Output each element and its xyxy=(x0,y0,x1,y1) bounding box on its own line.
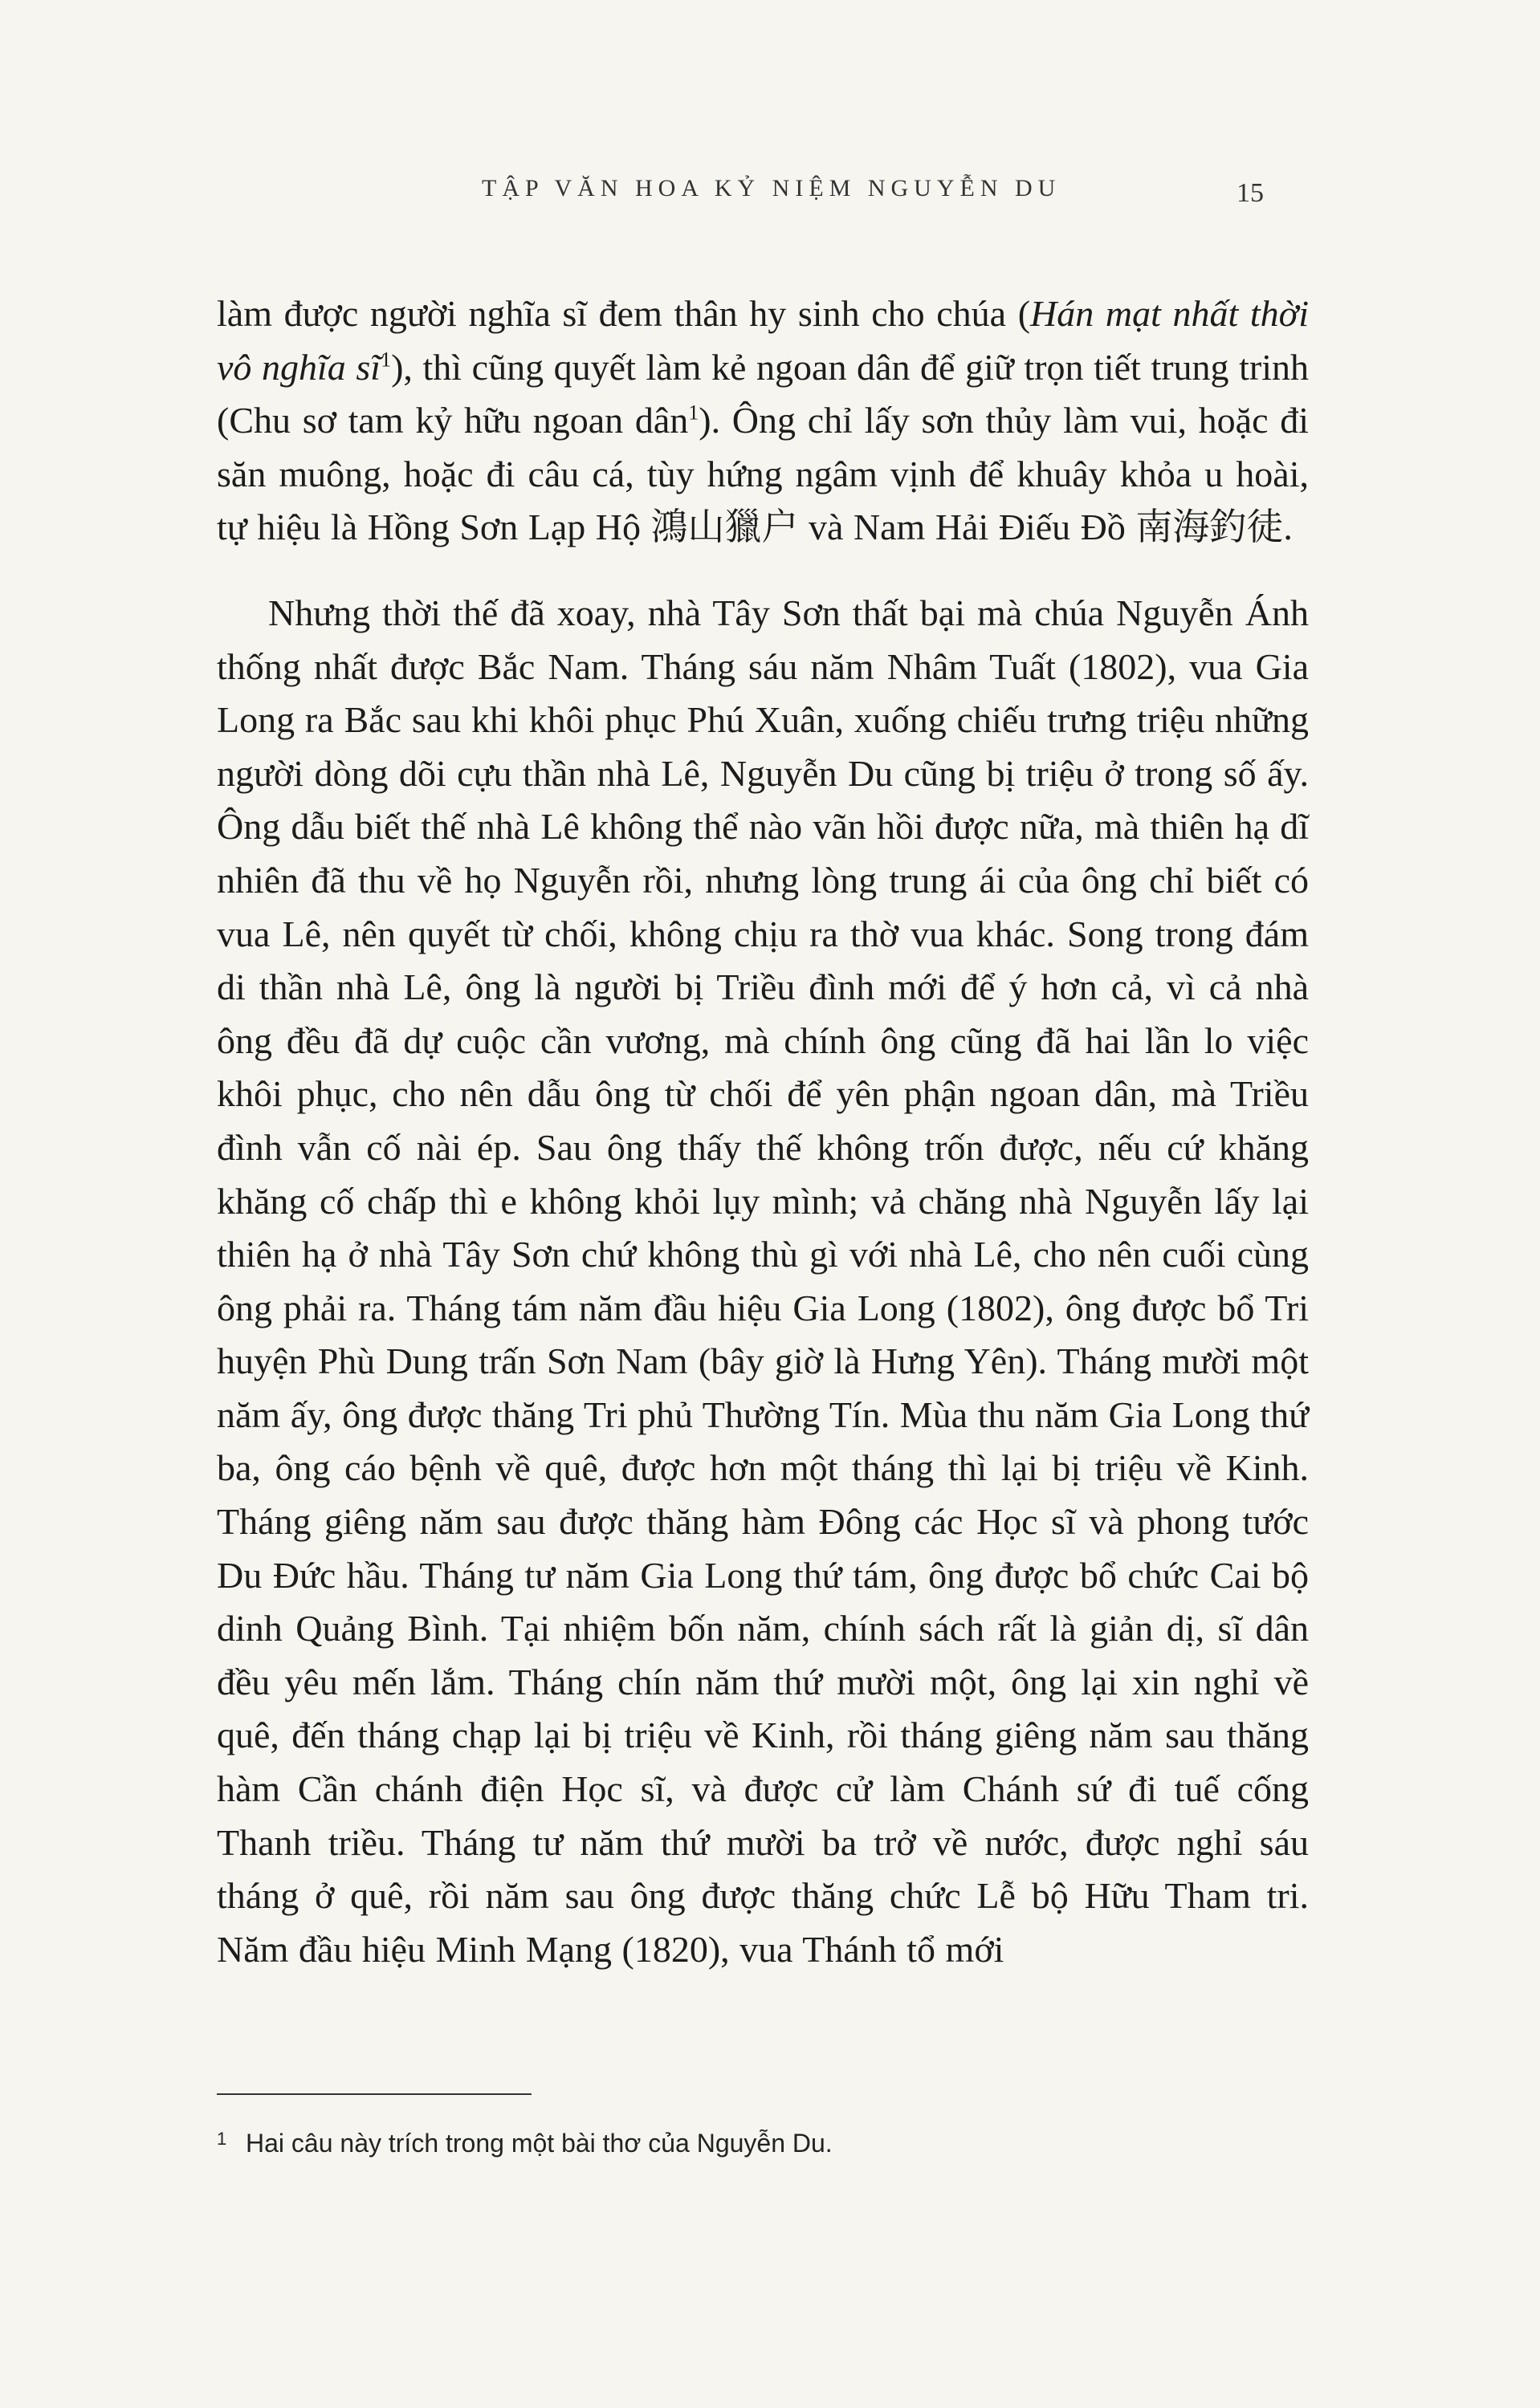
running-header-title: TẬP VĂN HOA KỶ NIỆM NGUYỄN DU xyxy=(482,175,1061,201)
footnote xyxy=(217,2129,1309,2158)
quoted-verse-italic: Hán mạt nhất thời vô nghĩa sĩ xyxy=(217,293,1309,388)
paragraph-1-text: ). Ông chỉ lấy sơn thủy làm vui, hoặc đi săn muông, hoặc đi câu cá, tùy hứng ngâm vịnh để khuây khỏa u hoài, tự hiệu là Hồng Sơn Lạp Hộ xyxy=(217,400,1309,548)
page-number: 15 xyxy=(1236,178,1264,208)
footnote-ref-2: 1 xyxy=(688,401,699,425)
paragraph-1-text: . xyxy=(1283,506,1293,548)
running-header xyxy=(0,175,1540,223)
paragraph-1 xyxy=(217,287,1309,555)
paragraph-1-text: làm được người nghĩa sĩ đem thân hy sinh cho chúa ( xyxy=(217,293,1031,334)
paragraph-1-text: và Nam Hải Điếu Đồ xyxy=(798,506,1136,548)
paragraph-1-text: ), thì cũng quyết làm kẻ ngoan dân để giữ trọn tiết trung trinh (Chu sơ tam kỷ hữu ngoan dân xyxy=(217,346,1309,441)
paragraph-2: Nhưng thời thế đã xoay, nhà Tây Sơn thất bại mà chúa Nguyễn Ánh thống nhất được Bắc Nam. Tháng sáu năm Nhâm Tuất (1802), vua Gia Long ra Bắc sau khi khôi phục Phú Xuân, xuống chiếu trưng triệu những người dòng dõi cựu thần nhà Lê, Nguyễn Du cũng bị triệu ở trong số ấy. Ông dẫu biết thế nhà Lê không thể nào vãn hồi được nữa, mà thiên hạ dĩ nhiên đã thu về họ Nguyễn rồi, nhưng lòng trung ái của ông chỉ biết có vua Lê, nên quyết từ chối, không chịu ra thờ vua khác. Song trong đám di thần nhà Lê, ông là người bị Triều đình mới để ý hơn cả, vì cả nhà ông đều đã dự cuộc cần vương, mà chính ông cũng đã hai lần lo việc khôi phục, cho nên dẫu ông từ chối để yên phận ngoan dân, mà Triều đình vẫn cố nài ép. Sau ông thấy thế không trốn được, nếu cứ khăng khăng cố chấp thì e không khỏi lụy mình; vả chăng nhà Nguyễn lấy lại thiên hạ ở nhà Tây Sơn chứ không thù gì với nhà Lê, cho nên cuối cùng ông phải ra. Tháng tám năm đầu hiệu Gia Long (1802), ông được bổ Tri huyện Phù Dung trấn Sơn Nam (bây giờ là Hưng Yên). Tháng mười một năm ấy, ông được thăng Tri phủ Thường Tín. Mùa thu năm Gia Long thứ ba, ông cáo bệnh về quê, được hơn một tháng thì lại bị triệu về Kinh. Tháng giêng năm sau được thăng hàm Đông các Học sĩ và phong tước Du Đức hầu. Tháng tư năm Gia Long thứ tám, ông được bổ chức Cai bộ dinh Quảng Bình. Tại nhiệm bốn năm, chính sách rất là giản dị, sĩ dân đều yêu mến lắm. Tháng chín năm thứ mười một, ông lại xin nghỉ về quê, đến tháng chạp lại bị triệu về Kinh, rồi tháng giêng năm sau thăng hàm Cần chánh điện Học sĩ, và được cử làm Chánh sứ đi tuế cống Thanh triều. Tháng tư năm thứ mười ba trở về nước, được nghỉ sáu tháng ở quê, rồi năm sau ông được thăng chức Lễ bộ Hữu Tham tri. Năm đầu hiệu Minh Mạng (1820), vua Thánh tổ mới xyxy=(217,592,1309,1970)
han-characters-nam-hai-dieu-do: 南海釣徒 xyxy=(1135,506,1284,548)
footnote-divider xyxy=(217,2093,532,2095)
footnote-ref-1: 1 xyxy=(381,348,392,372)
han-characters-hong-son-lap-ho: 鴻山獵户 xyxy=(650,506,799,548)
footnote-marker: 1 xyxy=(217,2129,227,2149)
body-text xyxy=(217,287,1309,1976)
footnote-text: Hai câu này trích trong một bài thơ của Nguyễn Du. xyxy=(246,2129,833,2158)
